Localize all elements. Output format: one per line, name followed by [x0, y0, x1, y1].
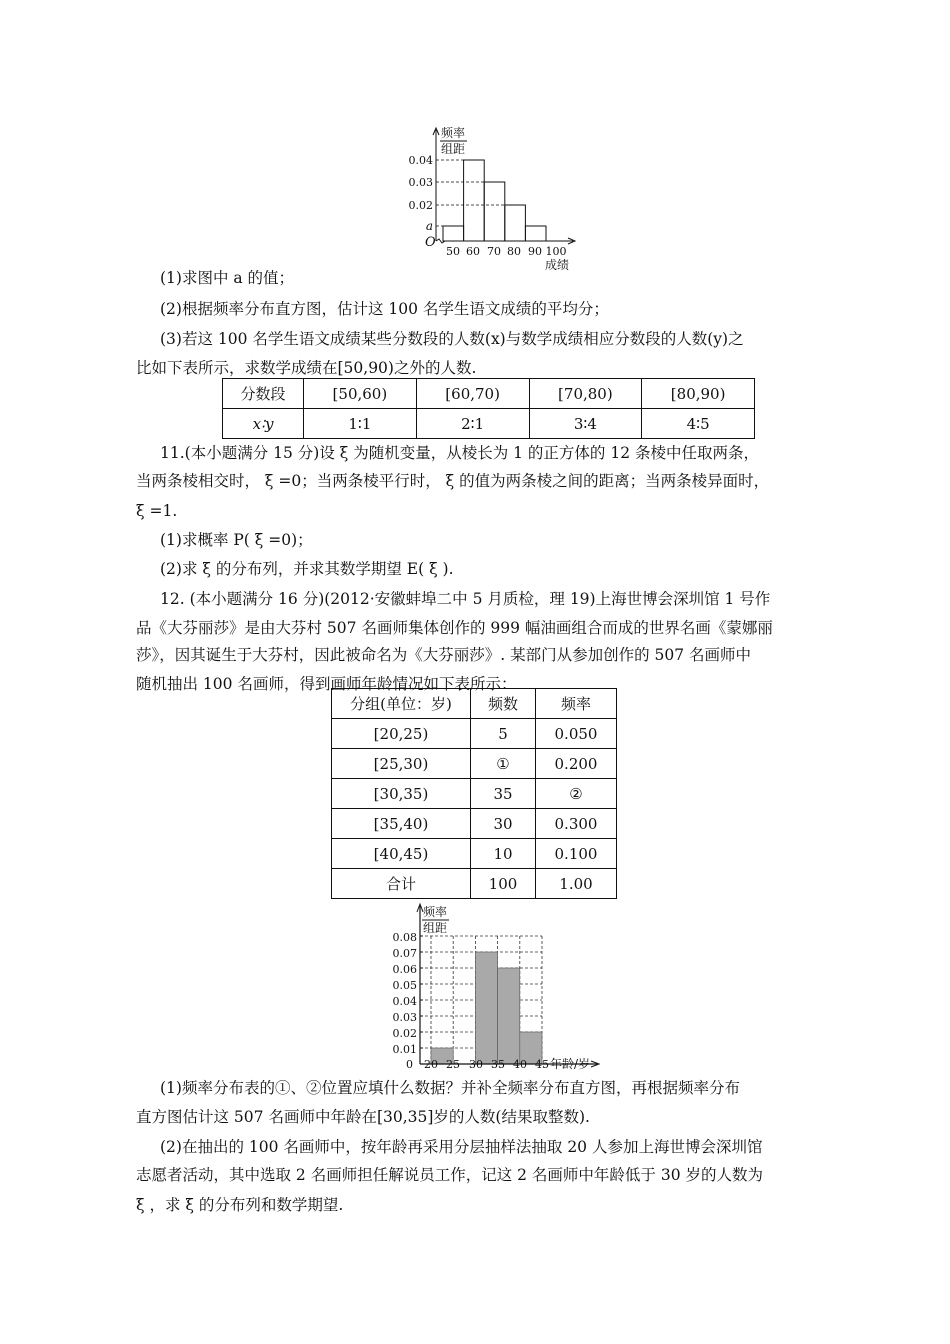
q12-line2: 品《大芬丽莎》是由大芬村 507 名画师集体创作的 999 幅油画组合而成的世界名画《蒙娜丽 — [136, 619, 773, 637]
q10-part2: (2)根据频率分布直方图，估计这 100 名学生语文成绩的平均分； — [160, 300, 609, 318]
h1-xtick-0: 50 — [446, 245, 460, 258]
table-row — [332, 689, 617, 719]
table-cell: [35,40) — [332, 809, 471, 839]
h1-bar-4 — [525, 226, 546, 241]
q10-part1: (1)求图中 a 的值； — [160, 269, 295, 287]
h1-bar-1 — [464, 160, 485, 241]
h1-origin: O — [425, 235, 436, 250]
h1-xtick-5: 100 — [545, 245, 567, 258]
table-row — [332, 869, 617, 899]
q11-line3: ξ =1. — [136, 502, 178, 520]
table-cell: 分组(单位：岁) — [332, 689, 471, 719]
h2-ytick-6: 0.02 — [392, 1027, 417, 1040]
table-cell: x∶y — [223, 409, 304, 439]
h2-origin: 0 — [406, 1058, 413, 1071]
table-cell: 2∶1 — [416, 409, 529, 439]
q11-part1: (1)求概率 P( ξ =0)； — [160, 531, 313, 549]
h2-ytick-7: 0.01 — [392, 1043, 417, 1056]
q10-part3-line1: (3)若这 100 名学生语文成绩某些分数段的人数(x)与数学成绩相应分数段的人数(y)之 — [160, 330, 744, 348]
h1-bar-0 — [443, 226, 464, 241]
q11-line1: 11.(本小题满分 15 分)设 ξ 为随机变量，从棱长为 1 的正方体的 12 条棱中任取两条， — [160, 444, 760, 462]
table-cell: 4∶5 — [642, 409, 755, 439]
h1-ytick-2: 0.02 — [408, 199, 433, 212]
table-cell: 100 — [471, 869, 536, 899]
table-row — [332, 809, 617, 839]
h2-ytick-4: 0.04 — [392, 995, 417, 1008]
h1-xtick-2: 70 — [487, 245, 501, 258]
h2-ytick-3: 0.05 — [392, 979, 417, 992]
h1-ytick-3: a — [425, 219, 433, 233]
table-cell: 35 — [471, 779, 536, 809]
table-cell: [70,80) — [529, 379, 642, 409]
h1-bar-2 — [484, 182, 505, 241]
table-cell: 1∶1 — [304, 409, 417, 439]
q12-part1-line2: 直方图估计这 507 名画师中年龄在[30,35]岁的人数(结果取整数). — [136, 1108, 590, 1126]
h1-ylabel-top: 频率 — [441, 126, 466, 140]
table-cell: 频率 — [536, 689, 617, 719]
q12-part1-line1: (1)频率分布表的①、②位置应填什么数据？并补全频率分布直方图，再根据频率分布 — [160, 1079, 740, 1097]
h2-xtick-3: 35 — [491, 1058, 505, 1071]
table-cell: 0.100 — [536, 839, 617, 869]
h2-ytick-5: 0.03 — [392, 1011, 417, 1024]
table-cell: 0.200 — [536, 749, 617, 779]
h2-ylabel-bottom: 组距 — [423, 921, 448, 935]
ratio-table — [222, 378, 755, 439]
q12-line3: 莎》，因其诞生于大芬村，因此被命名为《大芬丽莎》. 某部门从参加创作的 507 名画师中 — [136, 646, 752, 664]
h2-ytick-0: 0.08 — [392, 931, 417, 944]
h2-ytick-1: 0.07 — [392, 947, 417, 960]
table-row — [332, 749, 617, 779]
table-row — [223, 379, 755, 409]
h2-ytick-2: 0.06 — [392, 963, 417, 976]
histogram-scores — [405, 120, 585, 270]
table-cell: 分数段 — [223, 379, 304, 409]
table-cell: 合计 — [332, 869, 471, 899]
h1-xtick-4: 90 — [528, 245, 542, 258]
table-cell: ② — [536, 779, 617, 809]
table-cell: [30,35) — [332, 779, 471, 809]
table-row — [332, 719, 617, 749]
table-cell: 5 — [471, 719, 536, 749]
table-cell: 10 — [471, 839, 536, 869]
q11-line2: 当两条棱相交时， ξ =0；当两条棱平行时， ξ 的值为两条棱之间的距离；当两条棱异面时， — [136, 472, 770, 490]
q10-part3-line2: 比如下表所示，求数学成绩在[50,90)之外的人数. — [136, 359, 477, 377]
table-cell: [25,30) — [332, 749, 471, 779]
table-cell: [80,90) — [642, 379, 755, 409]
table-cell: 0.300 — [536, 809, 617, 839]
h2-bar-3 — [498, 968, 520, 1064]
h2-xtick-0: 20 — [424, 1058, 438, 1071]
table-cell: ① — [471, 749, 536, 779]
q12-line4: 随机抽出 100 名画师，得到画师年龄情况如下表所示： — [136, 675, 517, 693]
h2-bar-2 — [475, 952, 497, 1064]
h1-xtick-3: 80 — [507, 245, 521, 258]
histogram-ages — [375, 900, 605, 1070]
table-cell: 3∶4 — [529, 409, 642, 439]
table-row — [332, 839, 617, 869]
frequency-table — [331, 688, 617, 899]
q12-line1: 12. (本小题满分 16 分)(2012·安徽蚌埠二中 5 月质检，理 19)上海世博会深圳馆 1 号作 — [160, 590, 771, 608]
h2-xtick-5: 45 — [535, 1058, 549, 1071]
q12-part2-line1: (2)在抽出的 100 名画师中，按年龄再采用分层抽样法抽取 20 人参加上海世博会深圳馆 — [160, 1138, 763, 1156]
table-row — [332, 779, 617, 809]
h2-xtick-4: 40 — [513, 1058, 527, 1071]
h2-xtick-2: 30 — [469, 1058, 483, 1071]
h1-xlabel: 成绩 — [545, 258, 570, 272]
h1-bar-3 — [505, 205, 526, 241]
h1-ylabel-bottom: 组距 — [441, 142, 466, 156]
q12-part2-line3: ξ ，求 ξ 的分布列和数学期望. — [136, 1196, 344, 1214]
table-cell: 30 — [471, 809, 536, 839]
table-cell: [60,70) — [416, 379, 529, 409]
table-cell: [40,45) — [332, 839, 471, 869]
table-cell: [20,25) — [332, 719, 471, 749]
h2-ylabel-top: 频率 — [423, 905, 448, 919]
h2-xtick-1: 25 — [446, 1058, 460, 1071]
table-cell: 频数 — [471, 689, 536, 719]
h2-xlabel: 年龄/岁 — [550, 1057, 591, 1071]
q12-part2-line2: 志愿者活动，其中选取 2 名画师担任解说员工作，记这 2 名画师中年龄低于 30 岁的人数为 — [136, 1166, 764, 1184]
h1-ytick-0: 0.04 — [408, 154, 433, 167]
h1-xtick-1: 60 — [466, 245, 480, 258]
table-row — [223, 409, 755, 439]
table-cell: 0.050 — [536, 719, 617, 749]
h1-ytick-1: 0.03 — [408, 176, 433, 189]
table-cell: [50,60) — [304, 379, 417, 409]
q11-part2: (2)求 ξ 的分布列，并求其数学期望 E( ξ ). — [160, 560, 454, 578]
table-cell: 1.00 — [536, 869, 617, 899]
